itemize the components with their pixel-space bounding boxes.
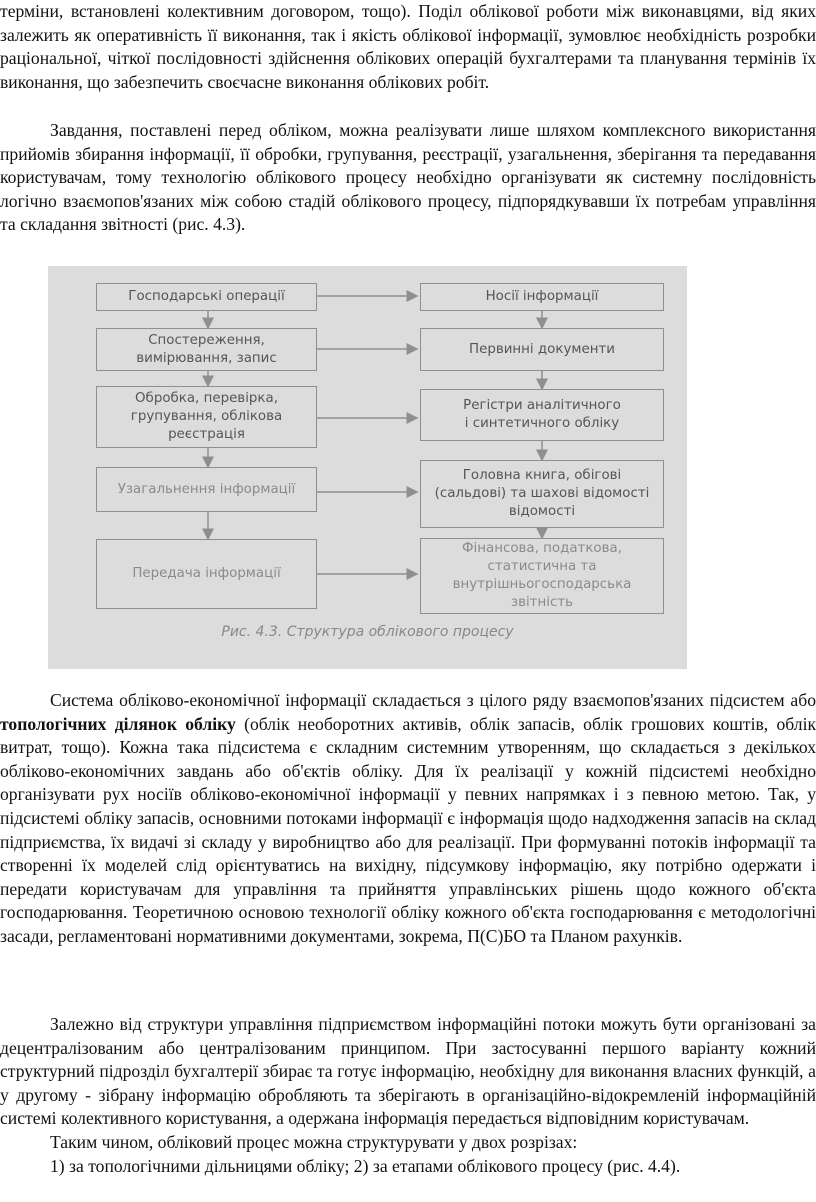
paragraph-1: терміни, встановлені колективним договором, тощо). Поділ облікової роботи між виконавцями, від яких залежить як оперативність її виконання, так і якість облікової інформації, зумовлює необхідність розробки раціональної, чіткої послідовності здійснення облікових операцій бухгалтерами та планування термінів їх виконання, що забезпечить своєчасне виконання облікових робіт. <box>0 1 816 92</box>
box-registers: Регістри аналітичного і синтетичного обліку <box>420 389 664 441</box>
paragraph-5: Таким чином, обліковий процес можна структурувати у двох розрізах: <box>50 1132 578 1152</box>
term-topological-sections: топологічних ділянок обліку <box>0 713 236 734</box>
box-processing: Обробка, перевірка, групування, облікова реєстрація <box>96 386 317 448</box>
box-primary-docs: Первинні документи <box>420 328 664 371</box>
paragraph-3-start: Система обліково-економічної інформації складається з цілого ряду взаємопов'язаних підсистем або <box>50 690 816 710</box>
paragraph-4: Залежно від структури управління підприємством інформаційні потоки можуть бути організовані за децентралізованим або централізованим принципом. При застосуванні першого варіанту кожний структурний підрозділ бухгалтерії збирає та готує інформацію, необхідну для виконання власних функцій, а у другому - зібрану інформацію обробляють та зберігають в організаційно-відокремленій інформаційній системі колективного користування, а одержана інформація передається відповідним користувачам. <box>0 1014 816 1129</box>
box-generalization: Узагальнення інформації <box>96 467 317 512</box>
box-general-ledger: Головна книга, обігові (сальдові) та шахові відомості відомості <box>420 460 664 528</box>
paragraph-6: 1) за топологічними дільницями обліку; 2) за етапами облікового процесу (рис. 4.4). <box>50 1156 681 1176</box>
box-observation: Спостереження, вимірювання, запис <box>96 328 317 371</box>
paragraph-3-rest: (облік необоротних активів, облік запасів, облік грошових коштів, облік витрат, тощо). Кожна така підсистема є складним системним утворенням, що складається з декількох обліково-економічних завдань або об'єктів обліку. Для їх реалізації у кожній підсистемі необхідно організувати рух носіїв обліково-економічної інформації у певних напрямках і з певною метою. Так, у підсистемі обліку запасів, основними потоками інформації є інформація щодо надходження запасів на склад підприємства, їх видачі зі складу у виробництво або для реалізації. При формуванні потоків інформації та створенні їх моделей слід орієнтуватись на вихідну, підсумкову інформацію, яку потрібно одержати і передати користувачам для управління та прийняття управлінських рішень щодо кожного об'єкта господарювання. Теоретичною основою технології обліку кожного об'єкта господарювання є методологічні засади, регламентовані нормативними документами, зокрема, П(С)БО та Планом рахунків. <box>0 713 816 946</box>
box-business-operations: Господарські операції <box>96 283 317 311</box>
box-info-carriers: Носії інформації <box>420 283 664 311</box>
figure-4-3 <box>48 266 687 669</box>
paragraph-3 <box>0 689 816 949</box>
box-reporting: Фінансова, податкова, статистична та внутрішньогосподарська звітність <box>420 538 664 614</box>
paragraph-2: Завдання, поставлені перед обліком, можна реалізувати лише шляхом комплексного використання прийомів збирання інформації, її обробки, групування, реєстрації, узагальнення, зберігання та передавання користувачам, тому технологію облікового процесу необхідно організувати як системну послідовність логічно взаємопов'язаних між собою стадій облікового процесу, підпорядкувавши їх потребам управління та складання звітності (рис. 4.3). <box>0 120 816 235</box>
figure-caption: Рис. 4.3. Структура облікового процесу <box>221 624 514 640</box>
box-transfer: Передача інформації <box>96 539 317 609</box>
